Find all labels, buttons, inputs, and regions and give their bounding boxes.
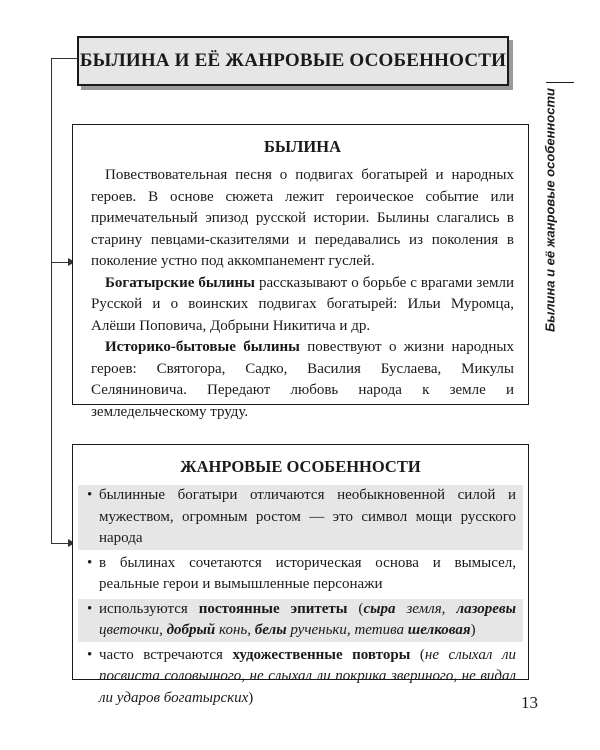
example-word: земля, [395, 600, 457, 617]
example-word: шелковая [407, 622, 471, 638]
example-quote: не слыхал ли посвиста соловьиного, не слыхал ли покрика звериного, не видал ли ударов богатырских [99, 646, 516, 706]
features-list [85, 485, 516, 709]
historical-paragraph [91, 337, 514, 423]
connector-line [51, 58, 52, 544]
page-number: 13 [521, 693, 538, 712]
list-item: • былинные богатыри отличаются необыкновенной силой и мужеством, огромным ростом — это символ мощи русского народа [78, 485, 523, 550]
bylina-box [72, 124, 529, 420]
item-text: ) [470, 622, 476, 638]
features-title: ЖАНРОВЫЕ ОСОБЕННОСТИ [180, 457, 421, 476]
list-item [85, 645, 516, 710]
bogatyr-term: Богатырские былины [105, 274, 255, 291]
side-rule [546, 82, 574, 83]
bogatyr-text: рассказывают о борьбе с врагами земли Русской и о воинских подвигах богатырей: Ильи Муромца, Алёши Поповича, Добрыни Никитича и др. [91, 274, 514, 334]
epithets-term: постоянные эпитеты [198, 600, 348, 617]
list-item: • в былинах сочетаются историческая основа и вымысел, реальные герои и вымышленные персонажи [85, 553, 516, 596]
item-text: ( [347, 600, 364, 617]
list-item [78, 599, 523, 642]
page-title: БЫЛИНА И ЕЁ ЖАНРОВЫЕ ОСОБЕННОСТИ [79, 50, 507, 71]
arrow-to-features [51, 543, 69, 544]
arrow-to-bylina [51, 262, 69, 263]
bylina-title: БЫЛИНА [264, 137, 341, 156]
header-banner [77, 36, 509, 86]
historical-text: повествуют о жизни народных героев: Святогора, Садко, Василия Буслаева, Микулы Селяниновича. Передают любовь народа к земле и земледельческому труду. [91, 339, 514, 420]
connector-top [51, 58, 78, 59]
item-text: ) [248, 689, 254, 706]
bogatyr-paragraph [91, 273, 514, 338]
example-word: белы [254, 622, 287, 638]
historical-term: Историко-бытовые былины [105, 339, 300, 355]
item-text: используются [99, 600, 199, 617]
item-text: ( [410, 646, 425, 663]
example-word: цветочки, [99, 622, 167, 638]
example-word: рученьки, [286, 622, 355, 638]
side-section-label: Былина и её жанровые особенности [542, 88, 558, 332]
features-box [72, 444, 529, 706]
example-word: добрый [166, 622, 216, 638]
example-word: лазоревы [456, 600, 517, 617]
example-word: сыра [363, 600, 396, 617]
example-word: тетива [354, 622, 408, 638]
repetitions-term: художественные повторы [232, 646, 411, 663]
bylina-definition: Повествовательная песня о подвигах богатырей и народных героев. В основе сюжета лежит героическое событие или примечательный эпизод русской истории. Былины слагались в старину певцами-сказителями и передавались из поколения в поколение устно под аккомпанемент гуслей. [91, 167, 514, 269]
example-word: конь, [215, 622, 255, 638]
item-text: часто встречаются [99, 646, 233, 663]
